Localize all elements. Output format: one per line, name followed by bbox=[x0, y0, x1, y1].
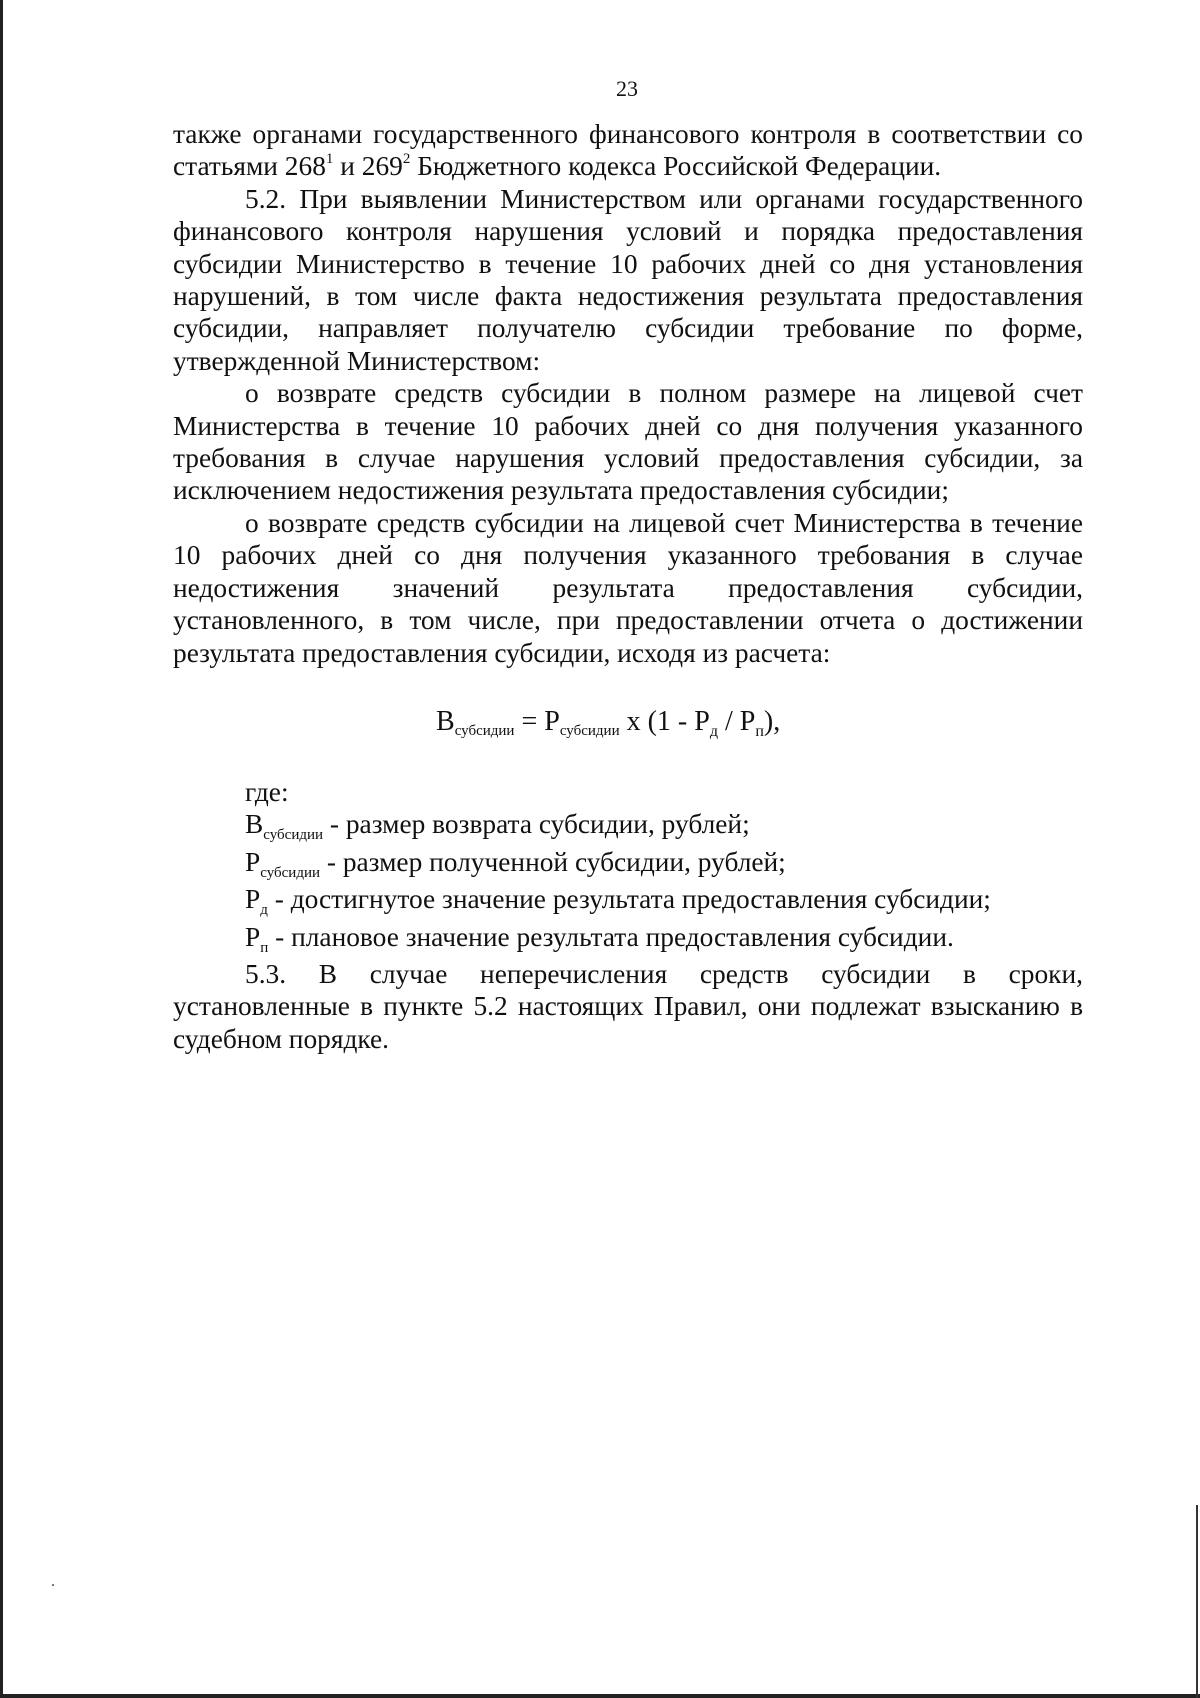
definition-item bbox=[173, 921, 1083, 958]
definition-text: - достигнутое значение результата предоставления субсидии; bbox=[267, 884, 991, 915]
scan-speck bbox=[52, 1584, 54, 1586]
definition-symbol: В bbox=[245, 809, 264, 840]
definition-item bbox=[173, 883, 1083, 920]
formula-operator: х (1 - Р bbox=[619, 705, 710, 737]
definition-symbol: Р bbox=[245, 846, 261, 877]
formula-operator: / Р bbox=[717, 705, 756, 737]
scan-edge-bottom bbox=[0, 1694, 1200, 1698]
page-number: 23 bbox=[616, 76, 638, 101]
formula-subscript: субсидии bbox=[559, 722, 620, 739]
paragraph-5-2: 5.2. При выявлении Министерством или органами государственного финансового контроля нарушения условий и порядка предоставления субсидии Министерство в течение 10 рабочих дней со дня установления нарушений, в том числе факта недостижения результата предоставления субсидии, направляет получателю субсидии требование по форме, утвержденной Министерством: bbox=[173, 183, 1083, 376]
superscript: 1 bbox=[325, 151, 334, 168]
formula-subscript: д bbox=[709, 722, 718, 740]
definition-item bbox=[173, 808, 1083, 845]
definition-text: - размер возврата субсидии, рублей; bbox=[323, 809, 750, 840]
definition-text: - плановое значение результата предоставления субсидии. bbox=[268, 921, 954, 952]
definition-item bbox=[173, 846, 1083, 883]
formula-operator: ), bbox=[763, 705, 781, 737]
scan-edge-right bbox=[1196, 1505, 1198, 1698]
paragraph-partial-refund: о возврате средств субсидии на лицевой счет Министерства в течение 10 рабочих дней со дня получения указанного требования в случае недостижения значений результата предоставления субсидии, установленного, в том числе, при предоставлении отчета о достижении результата предоставления субсидии, исходя из расчета: bbox=[173, 507, 1083, 668]
definition-text: - размер полученной субсидии, рублей; bbox=[320, 846, 786, 877]
document-body bbox=[173, 118, 1083, 1055]
definition-symbol: Р bbox=[245, 884, 261, 915]
definition-subscript: субсидии bbox=[263, 827, 324, 844]
formula-symbol: В bbox=[436, 705, 455, 737]
paragraph-full-refund: о возврате средств субсидии в полном размере на лицевой счет Министерства в течение 10 рабочих дней со дня получения указанного требования в случае нарушения условий предоставления субсидии, за исключением недостижения результата предоставления субсидии; bbox=[173, 378, 1083, 506]
where-label: где: bbox=[245, 776, 289, 807]
paragraph-continuation bbox=[173, 118, 1083, 183]
formula-subscript: субсидии bbox=[454, 722, 515, 739]
definition-symbol: Р bbox=[245, 921, 261, 952]
definition-subscript: субсидии bbox=[260, 864, 320, 881]
formula-symbol: Р bbox=[544, 705, 560, 737]
definition-subscript: д bbox=[260, 902, 268, 919]
paragraph-text: и 269 bbox=[333, 151, 403, 182]
formula-subscript: п bbox=[755, 722, 764, 740]
paragraph-text: также органами государственного финансового контроля в соответствии со статьями 268 bbox=[173, 119, 1083, 182]
paragraph-text: Бюджетного кодекса Российской Федерации. bbox=[410, 151, 942, 182]
scan-edge-left bbox=[0, 0, 3, 1698]
superscript: 2 bbox=[402, 151, 411, 168]
definition-subscript: п bbox=[260, 939, 269, 956]
paragraph-5-3: 5.3. В случае неперечисления средств субсидии в сроки, установленные в пункте 5.2 настоящих Правил, они подлежат взысканию в судебном порядке. bbox=[173, 958, 1083, 1054]
refund-formula bbox=[173, 706, 1083, 746]
formula-operator: = bbox=[514, 705, 545, 737]
